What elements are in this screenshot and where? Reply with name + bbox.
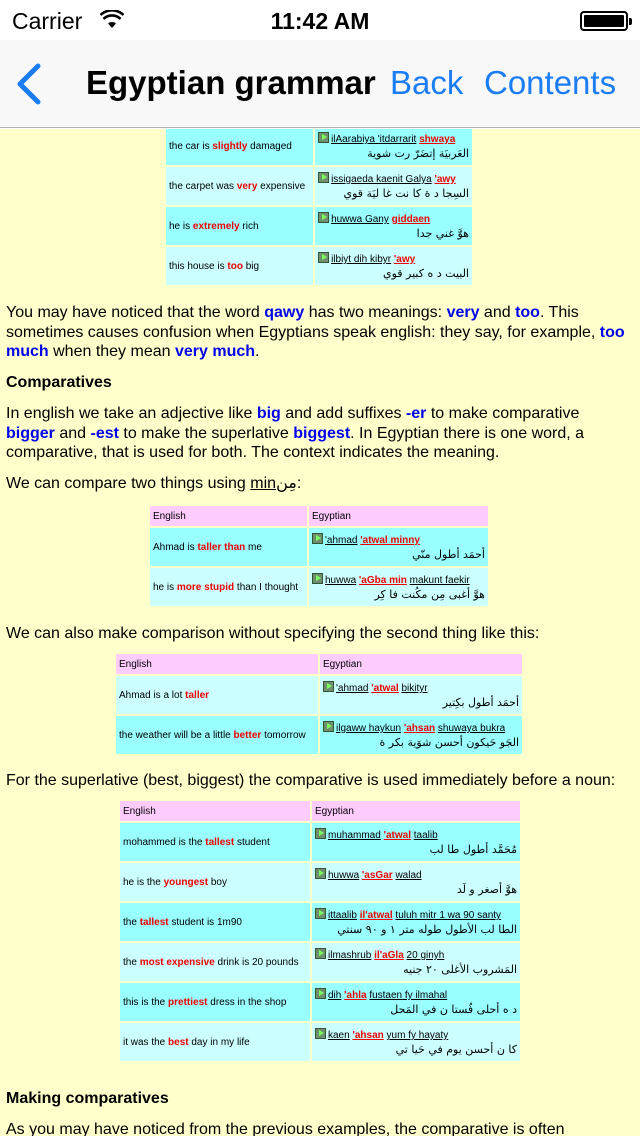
transliteration-highlight: il'aGla [374,950,404,961]
english-cell: Ahmad is a lot taller [116,676,318,714]
english-cell: the most expensive drink is 20 pounds [120,943,310,981]
egyptian-cell [312,903,520,941]
back-button[interactable]: Back [390,64,464,101]
egyptian-cell [315,129,472,165]
table-row [120,863,520,901]
english-cell: it was the best day in my life [120,1023,310,1061]
english-cell: he is more stupid than I thought [150,568,307,606]
table-row [150,568,488,606]
play-audio-icon[interactable] [318,172,329,183]
highlighted-word: very [236,180,258,192]
status-bar [0,0,640,40]
egyptian-cell [320,716,522,754]
section-heading: Making comparatives [6,1090,169,1107]
english-cell: this is the prettiest dress in the shop [120,983,310,1021]
arabic-text: د ه أحلى فُستا ن في المَحل [390,1003,517,1016]
play-audio-icon[interactable] [323,721,334,732]
arabic-text: كا ن أحسن يوم في حَيا تي [395,1043,517,1056]
arabic-text: البيت د ه كبير قوي [383,267,469,280]
examples-table-intensifiers [164,129,474,287]
play-audio-icon[interactable] [318,252,329,263]
english-cell: this house is too big [166,247,313,285]
transliteration-rest: walad [395,870,422,881]
play-audio-icon[interactable] [312,573,323,584]
table-row [120,903,520,941]
table-row [166,129,472,165]
transliteration-highlight: 'atwal [383,830,411,841]
english-cell: mohammed is the tallest student [120,823,310,861]
play-audio-icon[interactable] [318,132,329,143]
transliteration-rest: bikityr [401,683,428,694]
transliteration: ilbiyt dih kibyr [331,254,392,265]
transliteration: huwwa [325,575,357,586]
highlighted-word: more stupid [176,581,235,593]
arabic-text: الجَو حَيكون أحسن شوَية بكر ة [379,736,519,749]
transliteration-highlight: 'ahsan [403,723,436,734]
transliteration: ilmashrub [328,950,372,961]
paragraph: We can also make comparison without specifying the second thing like this: [6,625,540,642]
arabic-text: الطا لب الأطول طوله متر ١ و ٩٠ سنتي [337,923,517,936]
examples-table-superlative [118,799,522,1063]
transliteration: ilAarabiya 'itdarrarit [331,134,417,145]
examples-table-compare [148,504,490,608]
english-cell: the weather will be a little better tomorrow [116,716,318,754]
examples-table-no-second-thing [114,652,524,756]
egyptian-cell [320,676,522,714]
arabic-text: هوَّ غني جدا [416,227,469,240]
article-content[interactable] [0,129,640,1136]
arabic-text: مُحَمَّد أطول طا لب [429,843,517,856]
egyptian-cell [309,528,488,566]
transliteration-highlight: 'awy [434,174,456,185]
battery-icon [580,11,628,31]
table-row [116,676,522,714]
contents-button[interactable]: Contents [484,64,617,101]
clock: 11:42 AM [270,8,370,34]
transliteration-rest: fustaen fy ilmahal [369,990,448,1001]
play-audio-icon[interactable] [315,868,326,879]
arabic-text: العَربيَة إتضَرّ رت شوية [367,147,469,160]
table-row [120,983,520,1021]
paragraph: In english we take an adjective like big and add suffixes -er to make comparative bigger and -est to make the superlative biggest. In Egyptian there is one word, a comparative, that is used for both. The context indicates the meaning. [6,405,585,461]
egyptian-cell [315,207,472,245]
arabic-text: أحمَد أطول منّي [412,548,485,561]
egyptian-cell [315,247,472,285]
egyptian-cell [315,167,472,205]
table-row [166,247,472,285]
paragraph: For the superlative (best, biggest) the comparative is used immediately before a noun: [6,772,616,789]
section-heading: Comparatives [6,374,112,391]
transliteration-rest: yum fy hayaty [386,1030,449,1041]
highlighted-word: too [227,260,243,272]
transliteration-rest: makunt faekir [409,575,470,586]
egyptian-cell [312,1023,520,1061]
transliteration-rest: shuwaya bukra [437,723,506,734]
paragraph: We can compare two things using minمِن: [6,475,302,492]
carrier-label: Carrier [12,8,83,34]
highlighted-word: slightly [212,140,248,152]
highlighted-word: tallest [139,916,169,928]
english-cell: he is the youngest boy [120,863,310,901]
transliteration: muhammad [328,830,381,841]
play-audio-icon[interactable] [315,988,326,999]
highlighted-word: most expensive [139,956,215,968]
transliteration-rest: 20 ginyh [406,950,445,961]
english-cell: the car is slightly damaged [166,129,313,165]
highlighted-word: tallest [205,836,235,848]
table-row [120,823,520,861]
english-cell: Ahmad is taller than me [150,528,307,566]
egyptian-cell [312,983,520,1021]
page-title: Egyptian grammar [86,64,376,101]
transliteration-highlight: 'atwal [371,683,399,694]
transliteration-highlight: giddaen [391,214,430,225]
highlighted-word: best [168,1036,189,1048]
transliteration: huwwa [328,870,360,881]
egyptian-cell [309,568,488,606]
play-audio-icon[interactable] [318,212,329,223]
transliteration-highlight: 'atwal minny [360,535,420,546]
column-header-english: English [120,801,310,821]
transliteration: kaen [328,1030,350,1041]
arabic-text: المَشروب الأغلى ٢٠ جنيه [403,963,517,976]
transliteration: 'ahmad [325,535,358,546]
chevron-left-icon[interactable] [12,62,48,106]
transliteration: dih [328,990,342,1001]
transliteration-highlight: shwaya [419,134,456,145]
column-header-egyptian: Egyptian [312,801,520,821]
arabic-text: السِجا د ة كا نت غا ليَة قوي [343,187,469,200]
english-cell: the tallest student is 1m90 [120,903,310,941]
table-row [116,716,522,754]
table-row [120,1023,520,1061]
table-row [166,167,472,205]
highlighted-word: taller than [197,541,246,553]
table-row [150,528,488,566]
paragraph: You may have noticed that the word qawy has two meanings: very and too. This sometimes causes confusion when Egyptians speak english: they say, for example, too much when they mean very much. [6,304,625,360]
play-audio-icon[interactable] [315,948,326,959]
column-header-egyptian: Egyptian [309,506,488,526]
arabic-text: هوَّ أغبى مِن مكُنت فا كِر [374,588,485,601]
highlighted-word: better [233,729,262,741]
play-audio-icon[interactable] [315,1028,326,1039]
play-audio-icon[interactable] [315,908,326,919]
highlighted-word: extremely [192,220,240,232]
english-cell: he is extremely rich [166,207,313,245]
table-row [120,943,520,981]
transliteration-highlight: 'awy [393,254,416,265]
column-header-english: English [116,654,318,674]
transliteration: 'ahmad [336,683,369,694]
play-audio-icon[interactable] [312,533,323,544]
transliteration: ittaalib [328,910,357,921]
highlighted-word: prettiest [168,996,208,1008]
arabic-text: أحمَد أطول بكِتير [442,696,519,709]
transliteration-highlight: il'atwal [359,910,393,921]
navigation-bar [0,40,640,128]
transliteration-rest: taalib [413,830,438,841]
egyptian-cell [312,823,520,861]
play-audio-icon[interactable] [315,828,326,839]
arabic-text: هوَّ أصغر و لَد [456,883,517,896]
transliteration: issigaeda kaenit Galya [331,174,432,185]
transliteration-highlight: 'ahsan [352,1030,384,1041]
egyptian-cell [312,943,520,981]
paragraph: As you may have noticed from the previous examples, the comparative is often [6,1121,565,1136]
transliteration-rest: tuluh mitr 1 wa 90 santy [395,910,502,921]
transliteration-highlight: 'ahla [344,990,367,1001]
transliteration: ilgaww haykun [336,723,402,734]
transliteration: huwwa Gany [331,214,389,225]
highlighted-word: taller [185,689,210,701]
table-row [166,207,472,245]
transliteration-highlight: 'asGar [361,870,393,881]
play-audio-icon[interactable] [323,681,334,692]
english-cell: the carpet was very expensive [166,167,313,205]
transliteration-highlight: 'aGba min [358,575,407,586]
column-header-english: English [150,506,307,526]
egyptian-cell [312,863,520,901]
highlighted-word: youngest [163,876,209,888]
column-header-egyptian: Egyptian [320,654,522,674]
